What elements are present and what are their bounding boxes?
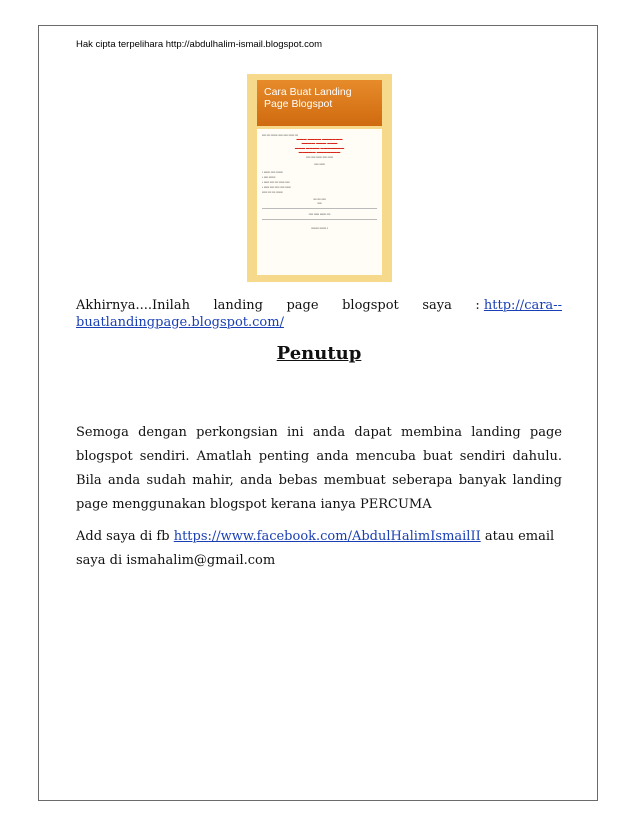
screenshot-bullet: • ▪▪▪▪▪ ▪▪▪▪ ▪▪▪ ▪▪▪▪▪ ▪▪▪▪ bbox=[262, 179, 290, 184]
screenshot-title-line1: Cara Buat Landing bbox=[264, 86, 352, 98]
page-header: Hak cipta terpelihara http://abdulhalim-ismail.blogspot.com bbox=[76, 39, 323, 50]
screenshot-text-line: ▪▪▪▪ ▪▪▪▪▪ bbox=[314, 161, 325, 166]
intro-word: Akhirnya....Inilah bbox=[76, 298, 190, 313]
intro-line-2 bbox=[76, 314, 284, 332]
screenshot-text-line: ▪▪▪▪ ▪▪▪▪ ▪▪▪▪▪ ▪▪▪▪ ▪▪▪▪▪ bbox=[306, 154, 333, 159]
intro-colon: : bbox=[475, 298, 480, 313]
screenshot-text-line: ▪▪▪▪ ▪▪▪ ▪▪▪▪▪▪ ▪▪▪▪ ▪▪▪▪ ▪▪▪▪▪ ▪▪▪ bbox=[262, 133, 298, 137]
intro-link-group bbox=[475, 297, 562, 315]
intro-word: page bbox=[286, 298, 319, 313]
screenshot-bullet: • ▪▪▪▪▪ ▪▪▪▪ ▪▪▪▪ ▪▪▪▪ ▪▪▪▪▪ bbox=[262, 184, 291, 189]
landing-page-link-continued[interactable]: buatlandingpage.blogspot.com/ bbox=[76, 315, 284, 330]
intro-word: landing bbox=[213, 298, 263, 313]
screenshot-bullet: • ▪▪▪▪ ▪▪▪▪▪▪ bbox=[262, 174, 276, 179]
screenshot-title bbox=[257, 80, 382, 126]
contact-paragraph bbox=[76, 525, 562, 573]
intro-line bbox=[76, 297, 562, 315]
intro-word: blogspot bbox=[342, 298, 399, 313]
contact-text-after: atau email saya di ismahalim@gmail.com bbox=[76, 529, 555, 568]
screenshot-text-line: ▪▪▪▪ ▪▪▪▪▪ ▪▪▪▪▪▪ ▪▪▪ bbox=[308, 211, 331, 216]
screenshot-bullet: • ▪▪▪▪▪▪ ▪▪▪▪ ▪▪▪▪▪▪ bbox=[262, 169, 283, 174]
screenshot-body bbox=[257, 129, 382, 275]
screenshot-text-line: ▪▪▪▪▪ ▪▪▪ ▪▪▪ ▪▪▪▪▪▪ bbox=[262, 189, 283, 194]
contact-text-before: Add saya di fb bbox=[76, 529, 174, 544]
screenshot-headline: ▬▬▬ ▬▬▬▬ ▬▬▬▬▬▬ ▬▬▬▬ ▬▬▬ ▬▬▬ ▬▬▬ ▬▬▬▬ ▬▬▬▬▬▬▬ ▬▬▬▬▬ ▬▬▬▬▬▬▬ bbox=[294, 137, 345, 155]
closing-paragraph: Semoga dengan perkongsian ini anda dapat membina landing page blogspot sendiri. Amatlah penting anda mencuba buat sendiri dahulu. Bila anda sudah mahir, anda bebas membuat seberapa banyak landing page menggunakan blogspot kerana ianya PERCUMA bbox=[76, 425, 562, 512]
section-title: Penutup bbox=[276, 343, 362, 364]
facebook-link[interactable]: https://www.facebook.com/AbdulHalimIsmailII bbox=[173, 529, 481, 544]
screenshot-text-line: ▪▪▪ ▪▪▪ ▪▪▪▪ ▪▪▪▪ bbox=[313, 196, 326, 205]
screenshot-title-line2: Page Blogspot bbox=[264, 98, 333, 110]
landing-page-link[interactable]: http://cara-- bbox=[483, 298, 562, 313]
landing-page-screenshot bbox=[247, 74, 392, 282]
screenshot-footer: ▪▪▪▪▪▪▪ ▪▪▪▪▪▪ ▪ bbox=[311, 225, 328, 230]
intro-word: saya bbox=[422, 298, 452, 313]
